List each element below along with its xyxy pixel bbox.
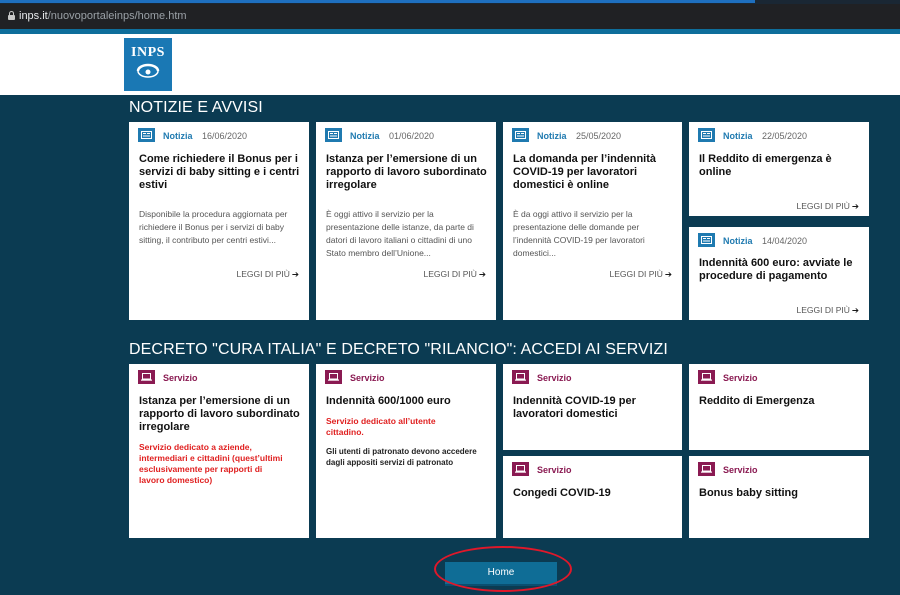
news-icon bbox=[325, 128, 342, 142]
news-description-line: Stato membro dell’Unione... bbox=[326, 248, 431, 258]
read-more-link[interactable] bbox=[610, 269, 673, 280]
lock-icon[interactable] bbox=[8, 11, 15, 20]
news-description bbox=[513, 208, 645, 260]
service-tag: Servizio bbox=[163, 373, 198, 383]
news-date: 25/05/2020 bbox=[576, 131, 622, 141]
service-title[interactable] bbox=[513, 487, 611, 500]
news-tag: Notizia bbox=[350, 131, 380, 141]
service-title-line: Istanza per l’emersione di un bbox=[139, 395, 290, 407]
address-url[interactable]: inps.it/nuovoportaleinps/home.htm bbox=[19, 10, 187, 22]
news-title-line: domestici è online bbox=[513, 179, 609, 191]
service-card[interactable] bbox=[503, 364, 682, 450]
arrow-right-icon: ➔ bbox=[664, 269, 672, 279]
address-bar[interactable] bbox=[0, 4, 900, 29]
read-more-link[interactable] bbox=[797, 305, 860, 316]
news-section-title: NOTIZIE E AVVISI bbox=[129, 99, 263, 116]
news-tag: Notizia bbox=[537, 131, 567, 141]
read-more-label: LEGGI DI PIÙ bbox=[796, 305, 850, 315]
news-description bbox=[326, 208, 474, 260]
service-title-line: rapporto di lavoro subordinato bbox=[139, 408, 300, 420]
news-description-line: richiedere il Bonus per i servizi di baby bbox=[139, 222, 285, 232]
news-icon bbox=[698, 233, 715, 247]
news-tag: Notizia bbox=[723, 131, 753, 141]
news-description-line: Disponibile la procedura aggiornata per bbox=[139, 209, 288, 219]
news-title-line: online bbox=[699, 166, 732, 178]
news-tag: Notizia bbox=[723, 236, 753, 246]
red-annotation-circle bbox=[434, 546, 572, 592]
arrow-right-icon: ➔ bbox=[478, 269, 486, 279]
news-title-line: Istanza per l’emersione di un bbox=[326, 153, 477, 165]
loading-bar bbox=[0, 0, 755, 3]
laptop-icon bbox=[698, 462, 715, 476]
service-title-line: lavoratori domestici bbox=[513, 408, 618, 420]
news-description-line: datori di lavoro italiani o cittadini di uno bbox=[326, 235, 473, 245]
logo-emblem-icon bbox=[134, 63, 162, 81]
arrow-right-icon: ➔ bbox=[851, 305, 859, 315]
service-warning-line: Servizio dedicato all’utente bbox=[326, 416, 436, 426]
news-title[interactable] bbox=[139, 153, 299, 192]
service-title[interactable] bbox=[699, 395, 815, 408]
arrow-right-icon: ➔ bbox=[291, 269, 299, 279]
service-tag: Servizio bbox=[537, 465, 572, 475]
read-more-label: LEGGI DI PIÙ bbox=[423, 269, 477, 279]
service-title[interactable] bbox=[139, 395, 300, 434]
service-title-line: Indennità 600/1000 euro bbox=[326, 395, 451, 407]
news-description-line: presentazione delle istanze, da parte di bbox=[326, 222, 474, 232]
news-title[interactable] bbox=[326, 153, 487, 192]
news-card[interactable] bbox=[689, 227, 869, 320]
news-icon bbox=[512, 128, 529, 142]
service-tag: Servizio bbox=[537, 373, 572, 383]
news-title-line: estivi bbox=[139, 179, 168, 191]
news-card[interactable] bbox=[503, 122, 682, 320]
service-card[interactable] bbox=[316, 364, 496, 538]
news-title-line: irregolare bbox=[326, 179, 377, 191]
news-title[interactable] bbox=[699, 153, 832, 179]
news-description bbox=[139, 208, 287, 247]
news-card[interactable] bbox=[689, 122, 869, 216]
service-warning-line: esclusivamente per rapporti di bbox=[139, 464, 263, 474]
news-title-line: Indennità 600 euro: avviate le bbox=[699, 257, 853, 269]
news-title-line: servizi di baby sitting e i centri bbox=[139, 166, 300, 178]
news-title[interactable] bbox=[513, 153, 656, 192]
news-title-line: rapporto di lavoro subordinato bbox=[326, 166, 487, 178]
read-more-link[interactable] bbox=[797, 201, 860, 212]
service-title[interactable] bbox=[513, 395, 636, 421]
service-title-line: irregolare bbox=[139, 421, 190, 433]
read-more-label: LEGGI DI PIÙ bbox=[236, 269, 290, 279]
service-card[interactable] bbox=[129, 364, 309, 538]
news-title[interactable] bbox=[699, 257, 852, 283]
news-date: 16/06/2020 bbox=[202, 131, 248, 141]
news-date: 01/06/2020 bbox=[389, 131, 435, 141]
news-date: 14/04/2020 bbox=[762, 236, 808, 246]
laptop-icon bbox=[325, 370, 342, 384]
site-header bbox=[0, 34, 900, 95]
news-title-line: COVID-19 per lavoratori bbox=[513, 166, 638, 178]
news-title-line: procedure di pagamento bbox=[699, 270, 828, 282]
service-tag: Servizio bbox=[350, 373, 385, 383]
read-more-link[interactable] bbox=[237, 269, 300, 280]
service-warning-line: lavoro domestico) bbox=[139, 475, 213, 485]
service-card[interactable] bbox=[689, 456, 869, 538]
service-title[interactable] bbox=[699, 487, 798, 500]
services-section-title: DECRETO "CURA ITALIA" E DECRETO "RILANCIO": ACCEDI AI SERVIZI bbox=[129, 341, 668, 358]
service-card[interactable] bbox=[689, 364, 869, 450]
service-title-line: Bonus baby sitting bbox=[699, 487, 798, 499]
laptop-icon bbox=[512, 462, 529, 476]
news-title-line: Il Reddito di emergenza è bbox=[699, 153, 832, 165]
news-title-line: Come richiedere il Bonus per i bbox=[139, 153, 298, 165]
news-description-line: È oggi attivo il servizio per la bbox=[326, 209, 434, 219]
news-icon bbox=[138, 128, 155, 142]
read-more-label: LEGGI DI PIÙ bbox=[609, 269, 663, 279]
read-more-link[interactable] bbox=[424, 269, 487, 280]
news-description-line: domestici... bbox=[513, 248, 556, 258]
news-description-line: l’indennità COVID-19 per lavoratori bbox=[513, 235, 645, 245]
service-tag: Servizio bbox=[723, 373, 758, 383]
news-tag: Notizia bbox=[163, 131, 193, 141]
news-icon bbox=[698, 128, 715, 142]
news-title-line: La domanda per l’indennità bbox=[513, 153, 657, 165]
news-date: 22/05/2020 bbox=[762, 131, 808, 141]
news-description-line: sitting, il contributo per centri estivi... bbox=[139, 235, 277, 245]
service-warning-line: intermediari e cittadini (quest’ultimi bbox=[139, 453, 283, 463]
service-warning bbox=[139, 442, 283, 486]
service-title[interactable] bbox=[326, 395, 451, 408]
logo-text: INPS bbox=[131, 45, 165, 60]
inps-logo[interactable] bbox=[124, 38, 172, 91]
news-description-line: È da oggi attivo il servizio per la bbox=[513, 209, 633, 219]
service-note bbox=[326, 446, 477, 468]
service-note-line: Gli utenti di patronato devono accedere bbox=[326, 447, 477, 456]
service-title-line: Reddito di Emergenza bbox=[699, 395, 815, 407]
home-button[interactable]: Home bbox=[445, 562, 557, 586]
service-note-line: dagli appositi servizi di patronato bbox=[326, 458, 454, 467]
service-title-line: Congedi COVID-19 bbox=[513, 487, 611, 499]
service-warning bbox=[326, 416, 436, 438]
laptop-icon bbox=[698, 370, 715, 384]
read-more-label: LEGGI DI PIÙ bbox=[796, 201, 850, 211]
laptop-icon bbox=[138, 370, 155, 384]
news-card[interactable] bbox=[129, 122, 309, 320]
service-warning-line: cittadino. bbox=[326, 427, 364, 437]
laptop-icon bbox=[512, 370, 529, 384]
service-title-line: Indennità COVID-19 per bbox=[513, 395, 636, 407]
service-warning-line: Servizio dedicato a aziende, bbox=[139, 442, 252, 452]
news-description-line: presentazione delle domande per bbox=[513, 222, 640, 232]
arrow-right-icon: ➔ bbox=[851, 201, 859, 211]
news-card[interactable] bbox=[316, 122, 496, 320]
service-card[interactable] bbox=[503, 456, 682, 538]
service-tag: Servizio bbox=[723, 465, 758, 475]
